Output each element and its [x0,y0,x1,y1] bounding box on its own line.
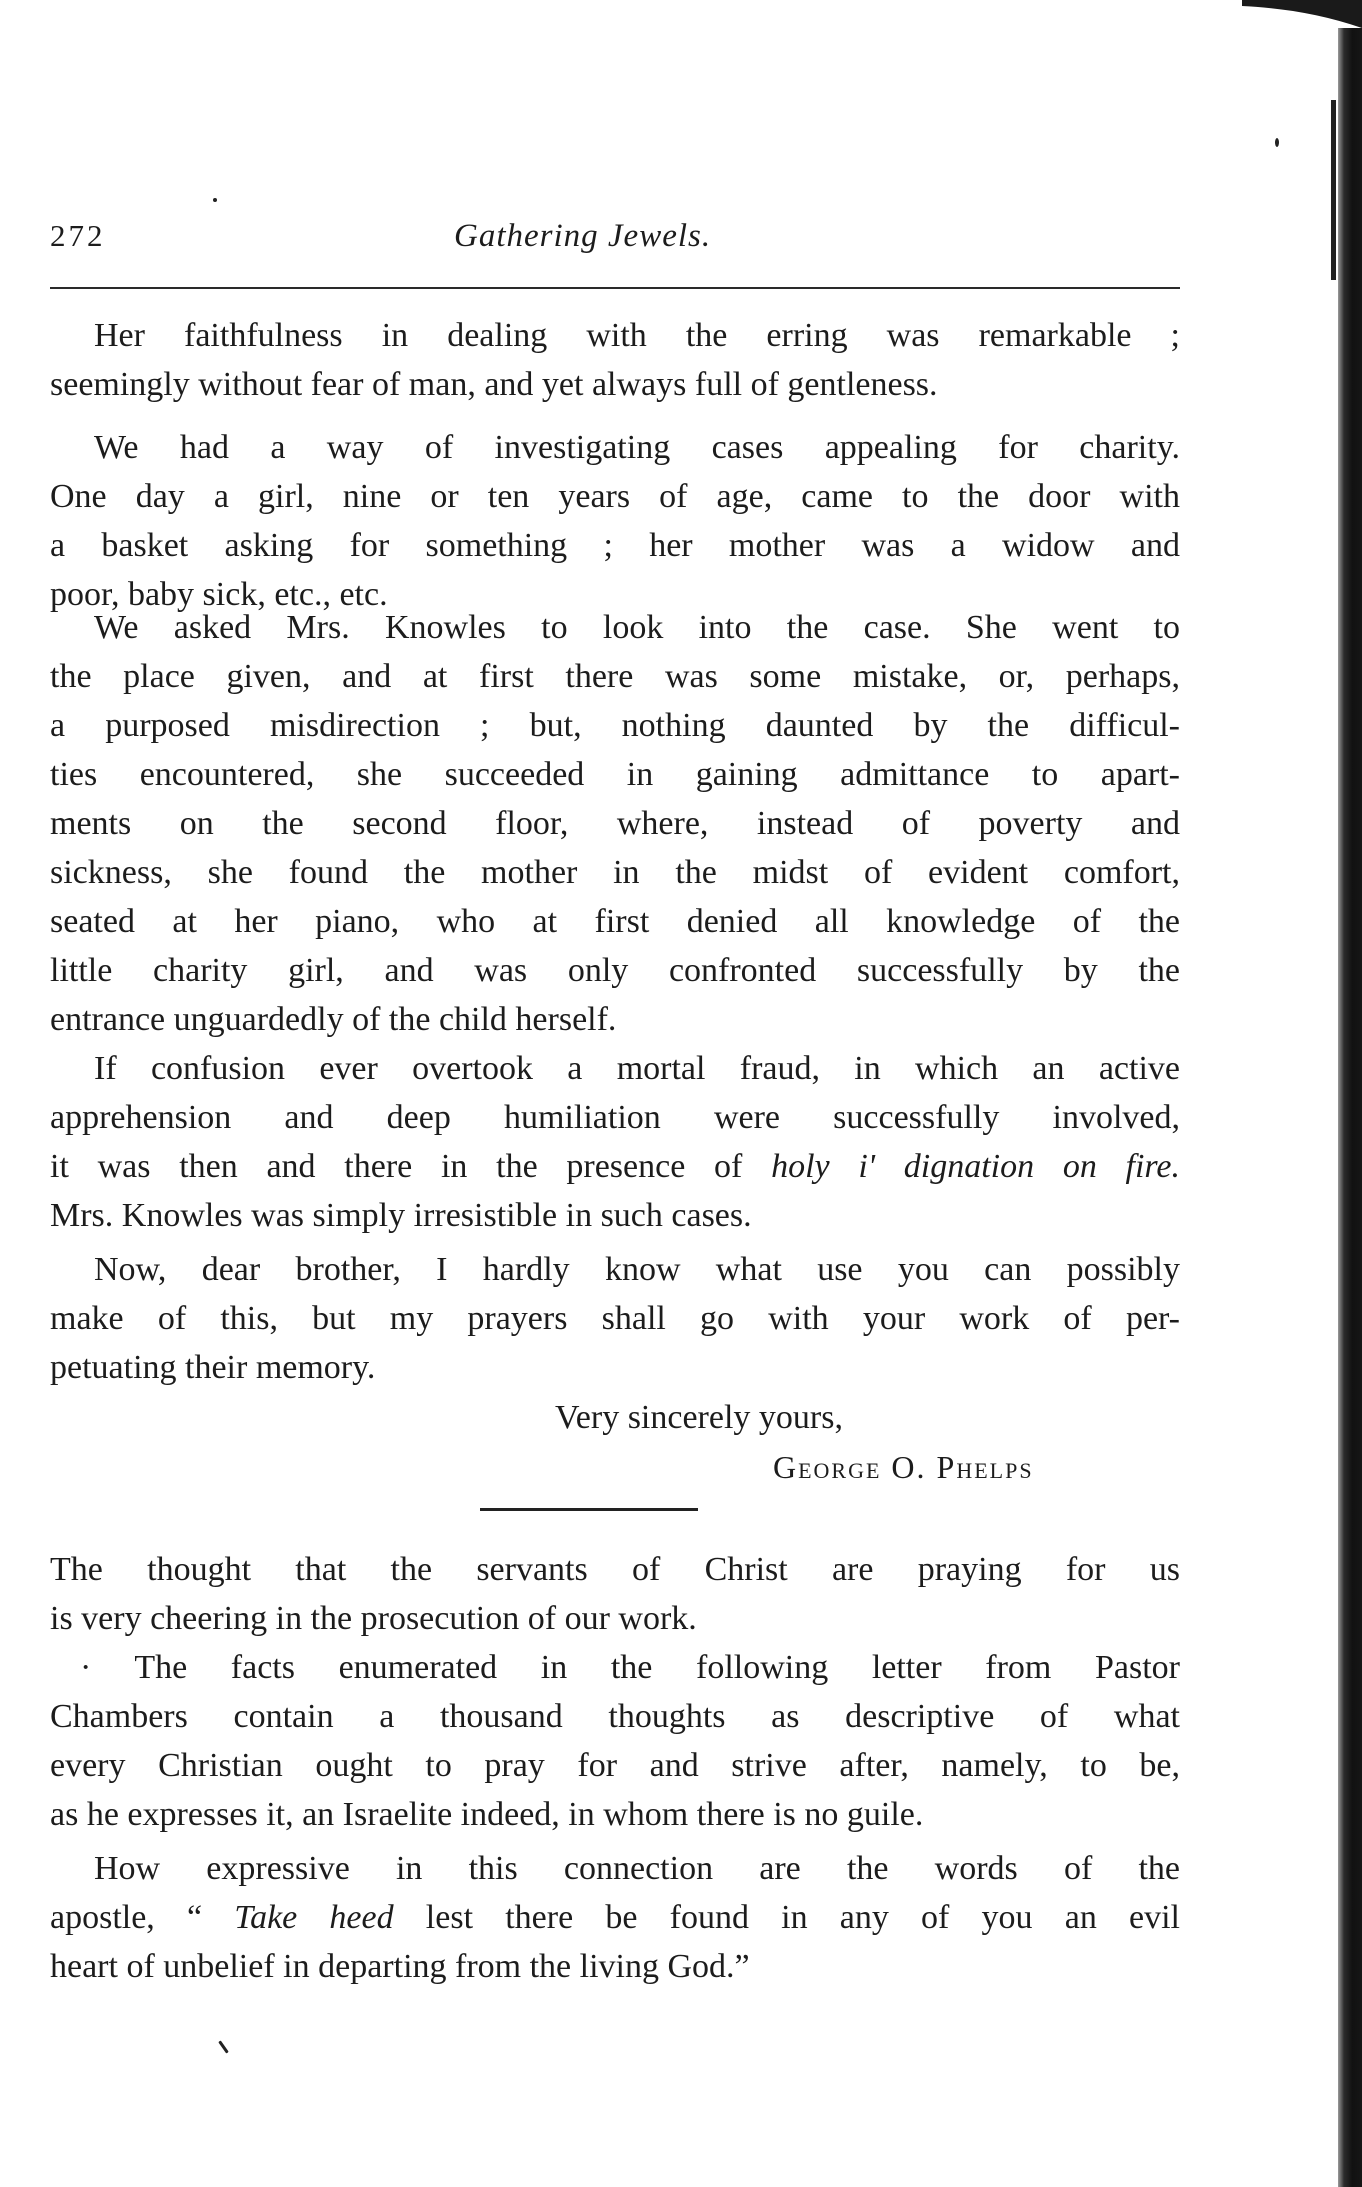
scan-speck [213,198,217,202]
text-line: If confusion ever overtook a mortal fraud, in which an active [94,1050,1180,1087]
text-line: petuating their memory. [50,1349,376,1386]
binding-shadow [1331,100,1336,280]
text-line: Chambers contain a thousand thoughts as descriptive of what [50,1698,1180,1735]
text-line: Her faithfulness in dealing with the erring was remarkable ; [94,317,1180,354]
text-line [50,1142,1180,1191]
scan-speck [1275,138,1279,147]
text-line: · The facts enumerated in the following letter from Pastor [80,1649,1180,1686]
text-line: ments on the second floor, where, instead of poverty and [50,805,1180,842]
text-line: The thought that the servants of Christ are praying for us [50,1551,1180,1588]
page-number: 272 [50,218,106,253]
letter-signature: George O. Phelps [773,1449,1034,1485]
text-line: make of this, but my prayers shall go with your work of per- [50,1300,1180,1337]
paragraph [50,423,1180,619]
text-line: One day a girl, nine or ten years of age, came to the door with [50,478,1180,515]
text-line: as he expresses it, an Israelite indeed, in whom there is no guile. [50,1796,924,1833]
section-divider [480,1508,698,1511]
text-line: poor, baby sick, etc., etc. [50,576,388,613]
paragraph [50,311,1180,409]
running-title: Gathering Jewels. [454,218,712,254]
text-line: We had a way of investigating cases appealing for charity. [94,429,1180,466]
text-line: How expressive in this connection are the words of the [94,1850,1180,1887]
letter-closing: Very sincerely yours, [555,1399,843,1436]
text-run: lest there be found in any of you an evil [393,1899,1180,1936]
text-line: Now, dear brother, I hardly know what use you can possibly [94,1251,1180,1288]
text-line: the place given, and at first there was some mistake, or, perhaps, [50,658,1180,695]
paragraph [50,1844,1180,1991]
paragraph [50,1245,1180,1392]
text-line: every Christian ought to pray for and strive after, namely, to be, [50,1747,1180,1784]
text-line: a purposed misdirection ; but, nothing daunted by the difficul- [50,707,1180,744]
paragraph [50,603,1180,1044]
text-line: sickness, she found the mother in the midst of evident comfort, [50,854,1180,891]
text-line: apprehension and deep humiliation were successfully involved, [50,1099,1180,1136]
italic-emphasis: holy i' dignation on fire. [771,1148,1180,1185]
text-line: seated at her piano, who at first denied all knowledge of the [50,903,1180,940]
text-line [50,1893,1180,1942]
text-line: is very cheering in the prosecution of our work. [50,1600,697,1637]
paragraph [50,1044,1180,1240]
running-head [50,218,1178,268]
text-line: We asked Mrs. Knowles to look into the case. She went to [94,609,1180,646]
header-rule [50,287,1180,289]
italic-emphasis: Take heed [234,1899,394,1936]
text-line: ties encountered, she succeeded in gaining admittance to apart- [50,756,1180,793]
text-line: a basket asking for something ; her mother was a widow and [50,527,1180,564]
scan-speck [218,2040,228,2053]
text-line: seemingly without fear of man, and yet always full of gentleness. [50,366,938,403]
text-run: apostle, “ [50,1899,235,1936]
text-run: it was then and there in the presence of [50,1148,772,1185]
paragraph [50,1545,1180,1643]
paragraph [50,1643,1180,1839]
text-line: Mrs. Knowles was simply irresistible in such cases. [50,1197,752,1234]
text-line: heart of unbelief in departing from the living God.” [50,1948,750,1985]
text-line: little charity girl, and was only confronted successfully by the [50,952,1180,989]
binding-edge [1338,28,1362,2187]
text-line: entrance unguardedly of the child herself. [50,1001,617,1038]
